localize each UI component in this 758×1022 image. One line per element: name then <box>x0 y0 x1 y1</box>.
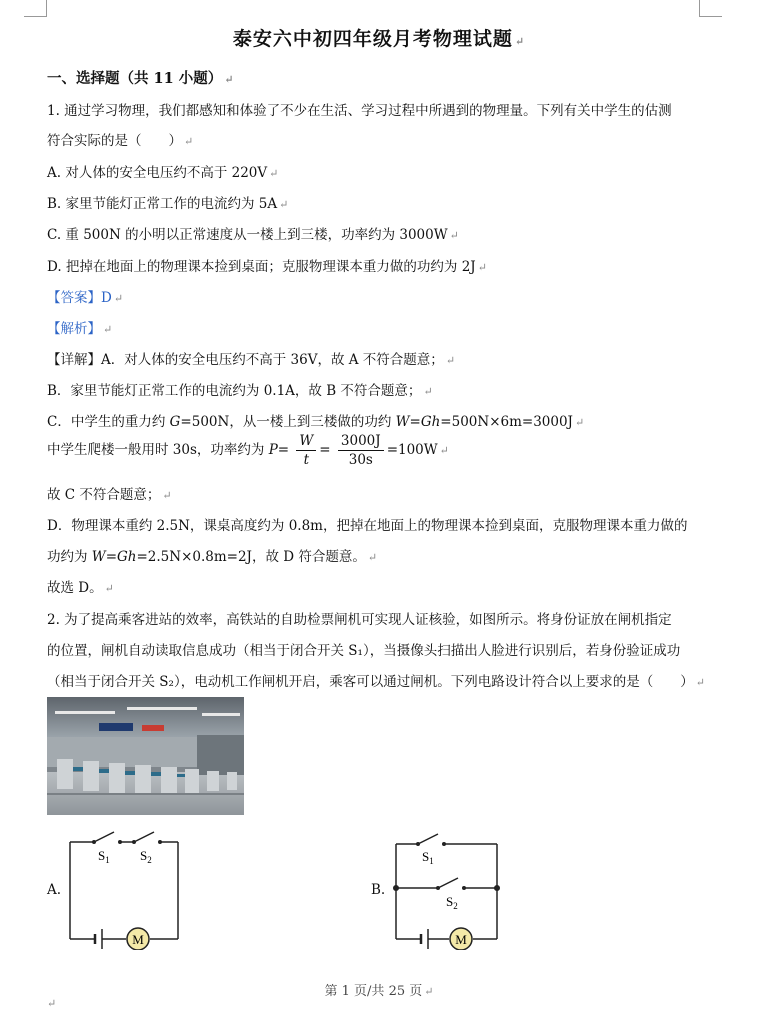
q1-detail-d2: 功约为 W=Gh=2.5N×0.8m=2J，故 D 符合题意。 ↵ <box>47 549 378 565</box>
q1-option-d: D. 把掉在地面上的物理课本捡到桌面；克服物理课本重力做的功约为 2J ↵ <box>47 259 487 275</box>
switch-s1-label: $S_1$ <box>98 848 110 865</box>
q2-stem-line1: 2. 为了提高乘客进站的效率，高铁站的自助检票闸机可实现人证核验，如图所示。将身份证放在闸机指定 <box>47 612 672 628</box>
q2-option-b-label: B. <box>371 882 386 898</box>
q1-answer: 【答案】D ↵ <box>47 290 124 306</box>
page-footer: 第 1 页/共 25 页 ↵ <box>324 984 434 999</box>
q1-option-b: B. 家里节能灯正常工作的电流约为 5A ↵ <box>47 196 289 212</box>
q2-option-a-label: A. <box>47 882 62 898</box>
q1-detail-b: B．家里节能灯正常工作的电流约为 0.1A，故 B 不符合题意； ↵ <box>47 383 433 399</box>
q1-choose: 故选 D。 ↵ <box>47 580 114 596</box>
q1-detail-c3: 故 C 不符合题意； ↵ <box>47 487 172 503</box>
q1-detail-c1: C．中学生的重力约 G=500N，从一楼上到三楼做的功约 W=Gh=500N×6m=3000J ↵ <box>47 414 585 430</box>
motor-label: M <box>132 932 144 947</box>
paragraph-mark: ↵ <box>47 997 57 1010</box>
switch-s2-label: $S_2$ <box>446 894 458 911</box>
section-heading: 一、选择题（共 11 小题） ↵ <box>47 70 234 87</box>
page-title: 泰安六中初四年级月考物理试题 ↵ <box>232 28 526 50</box>
switch-s2-label: $S_2$ <box>140 848 152 865</box>
q1-stem-line2: 符合实际的是（ ） ↵ <box>47 133 194 149</box>
fraction-3000j-over-30s: $\frac{3000J}{30s}$ <box>338 432 384 469</box>
q2-stem-line3: （相当于闭合开关 S₂），电动机工作闸机开启，乘客可以通过闸机。下列电路设计符合以上要求的是（ ） ↵ <box>47 674 705 690</box>
q1-detail-a: 【详解】A．对人体的安全电压约不高于 36V，故 A 不符合题意； ↵ <box>47 352 456 368</box>
q1-detail-d1: D．物理课本重约 2.5N，课桌高度约为 0.8m，把掉在地面上的物理课本捡到桌面，克服物理课本重力做的 <box>47 518 688 534</box>
q2-stem-line2: 的位置，闸机自动读取信息成功（相当于闭合开关 S₁），当摄像头扫描出人脸进行识别后，若身份验证成功 <box>47 643 681 659</box>
motor-label: M <box>455 932 467 947</box>
fraction-w-over-t: $\frac{W}{t}$ <box>296 432 316 469</box>
q1-analysis-label: 【解析】 ↵ <box>47 321 113 337</box>
crop-mark-top-left <box>24 0 47 17</box>
q1-option-c: C. 重 500N 的小明以正常速度从一楼上到三楼，功率约为 3000W ↵ <box>47 227 459 243</box>
circuit-a <box>62 828 187 950</box>
switch-s1-label: $S_1$ <box>422 849 434 866</box>
q1-stem-line1: 1. 通过学习物理，我们都感知和体验了不少在生活、学习过程中所遇到的物理量。下列有关中学生的估测 <box>47 103 672 119</box>
q1-option-a: A. 对人体的安全电压约不高于 220V ↵ <box>47 165 279 181</box>
circuit-b <box>388 828 513 950</box>
q1-detail-c2: 中学生爬楼一般用时 30s，功率约为 P= $\frac{W}{t}$ = $\frac{3000J}{30s}$ =100W ↵ <box>47 433 449 468</box>
ticket-gate-photo <box>47 697 244 815</box>
crop-mark-top-right <box>699 0 722 17</box>
